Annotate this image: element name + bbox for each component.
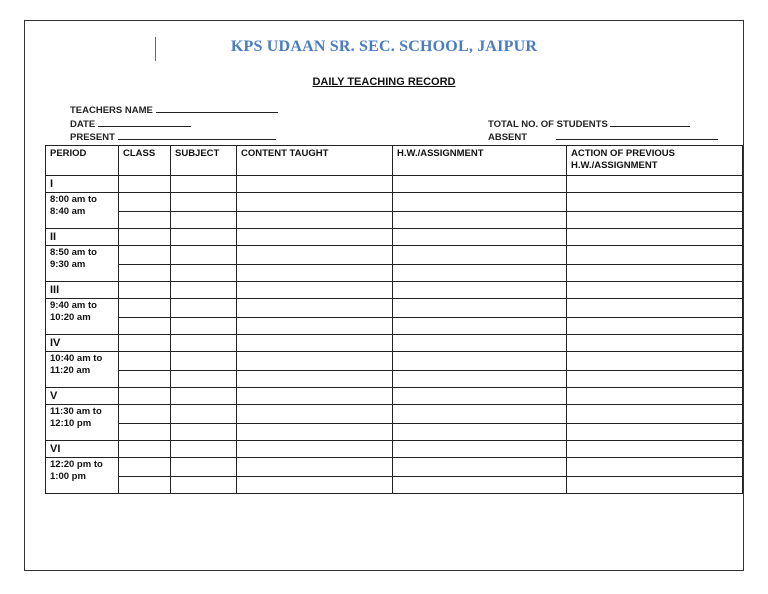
teaching-record-table xyxy=(45,145,743,494)
teachers-name-label: TEACHERS NAME xyxy=(70,105,153,116)
table-cell[interactable] xyxy=(393,229,567,246)
table-cell[interactable] xyxy=(237,282,393,299)
table-cell[interactable] xyxy=(567,246,743,265)
table-cell[interactable] xyxy=(393,212,567,229)
table-header-row xyxy=(46,146,743,176)
form-title: DAILY TEACHING RECORD xyxy=(312,76,456,88)
period-numeral: IV xyxy=(46,335,119,352)
table-cell[interactable] xyxy=(237,335,393,352)
table-cell[interactable] xyxy=(171,176,237,193)
table-cell[interactable] xyxy=(119,176,171,193)
table-cell[interactable] xyxy=(119,458,171,477)
table-cell[interactable] xyxy=(119,299,171,318)
total-students-label: TOTAL NO. OF STUDENTS xyxy=(488,119,608,130)
table-cell[interactable] xyxy=(567,458,743,477)
period-time: 12:20 pm to 1:00 pm xyxy=(46,458,119,494)
period-time-row xyxy=(46,246,743,265)
table-cell[interactable] xyxy=(119,265,171,282)
period-extra-row xyxy=(46,265,743,282)
teachers-name-blank[interactable] xyxy=(156,104,278,113)
table-cell[interactable] xyxy=(237,212,393,229)
period-extra-row xyxy=(46,212,743,229)
table-cell[interactable] xyxy=(171,405,237,424)
col-header-hw-assignment: H.W./ASSIGNMENT xyxy=(393,146,567,176)
table-cell[interactable] xyxy=(171,246,237,265)
table-cell[interactable] xyxy=(393,318,567,335)
period-row xyxy=(46,388,743,405)
total-students-blank[interactable] xyxy=(610,118,690,127)
table-cell[interactable] xyxy=(237,405,393,424)
absent-blank[interactable] xyxy=(556,131,718,140)
table-cell[interactable] xyxy=(237,424,393,441)
table-cell[interactable] xyxy=(171,352,237,371)
table-cell[interactable] xyxy=(237,246,393,265)
present-label: PRESENT xyxy=(70,132,115,143)
table-cell[interactable] xyxy=(567,335,743,352)
table-cell[interactable] xyxy=(119,282,171,299)
period-row xyxy=(46,229,743,246)
period-extra-row xyxy=(46,477,743,494)
table-cell[interactable] xyxy=(237,371,393,388)
table-cell[interactable] xyxy=(393,441,567,458)
period-numeral: II xyxy=(46,229,119,246)
table-cell[interactable] xyxy=(171,299,237,318)
table-cell[interactable] xyxy=(171,212,237,229)
table-cell[interactable] xyxy=(171,477,237,494)
table-cell[interactable] xyxy=(393,176,567,193)
table-cell[interactable] xyxy=(171,282,237,299)
teachers-name-field[interactable] xyxy=(70,104,278,116)
table-cell[interactable] xyxy=(171,318,237,335)
table-cell[interactable] xyxy=(237,299,393,318)
table-cell[interactable] xyxy=(393,405,567,424)
period-time: 11:30 am to 12:10 pm xyxy=(46,405,119,441)
table-cell[interactable] xyxy=(237,229,393,246)
table-cell[interactable] xyxy=(567,212,743,229)
table-cell[interactable] xyxy=(237,265,393,282)
col-header-action-previous-hw: ACTION OF PREVIOUS H.W./ASSIGNMENT xyxy=(567,146,743,176)
table-cell[interactable] xyxy=(567,441,743,458)
table-cell[interactable] xyxy=(393,352,567,371)
table-cell[interactable] xyxy=(393,371,567,388)
period-numeral: I xyxy=(46,176,119,193)
table-cell[interactable] xyxy=(171,265,237,282)
table-cell[interactable] xyxy=(119,424,171,441)
period-extra-row xyxy=(46,371,743,388)
period-row xyxy=(46,176,743,193)
table-cell[interactable] xyxy=(567,405,743,424)
table-cell[interactable] xyxy=(171,193,237,212)
table-cell[interactable] xyxy=(171,441,237,458)
table-cell[interactable] xyxy=(119,212,171,229)
col-header-content-taught: CONTENT TAUGHT xyxy=(237,146,393,176)
period-time-row xyxy=(46,352,743,371)
period-row xyxy=(46,282,743,299)
table-cell[interactable] xyxy=(393,388,567,405)
table-cell[interactable] xyxy=(393,246,567,265)
table-cell[interactable] xyxy=(567,477,743,494)
period-numeral: III xyxy=(46,282,119,299)
table-cell[interactable] xyxy=(119,229,171,246)
table-cell[interactable] xyxy=(567,282,743,299)
table-cell[interactable] xyxy=(237,477,393,494)
table-cell[interactable] xyxy=(119,318,171,335)
table-cell[interactable] xyxy=(171,371,237,388)
col-header-period: PERIOD xyxy=(46,146,119,176)
table-cell[interactable] xyxy=(119,441,171,458)
table-cell[interactable] xyxy=(567,371,743,388)
present-blank[interactable] xyxy=(118,131,276,140)
table-cell[interactable] xyxy=(393,282,567,299)
period-time-row xyxy=(46,458,743,477)
period-time: 10:40 am to 11:20 am xyxy=(46,352,119,388)
table-cell[interactable] xyxy=(171,229,237,246)
date-label: DATE xyxy=(70,119,96,130)
absent-field[interactable] xyxy=(488,131,718,143)
table-cell[interactable] xyxy=(119,246,171,265)
table-cell[interactable] xyxy=(119,371,171,388)
period-time-row xyxy=(46,299,743,318)
table-cell[interactable] xyxy=(567,352,743,371)
table-cell[interactable] xyxy=(393,335,567,352)
table-cell[interactable] xyxy=(119,352,171,371)
table-cell[interactable] xyxy=(237,441,393,458)
table-cell[interactable] xyxy=(567,193,743,212)
table-cell[interactable] xyxy=(171,388,237,405)
table-cell[interactable] xyxy=(237,193,393,212)
table-cell[interactable] xyxy=(237,458,393,477)
col-header-subject: SUBJECT xyxy=(171,146,237,176)
table-cell[interactable] xyxy=(237,388,393,405)
table-cell[interactable] xyxy=(567,299,743,318)
table-cell[interactable] xyxy=(567,318,743,335)
table-cell[interactable] xyxy=(567,265,743,282)
table-cell[interactable] xyxy=(567,388,743,405)
table-cell[interactable] xyxy=(237,318,393,335)
table-cell[interactable] xyxy=(393,265,567,282)
period-row xyxy=(46,441,743,458)
table-cell[interactable] xyxy=(119,335,171,352)
table-cell[interactable] xyxy=(171,458,237,477)
table-cell[interactable] xyxy=(119,388,171,405)
period-time-row xyxy=(46,193,743,212)
period-time: 8:50 am to 9:30 am xyxy=(46,246,119,282)
col-header-class: CLASS xyxy=(119,146,171,176)
table-cell[interactable] xyxy=(567,424,743,441)
table-cell[interactable] xyxy=(393,477,567,494)
school-name: KPS UDAAN SR. SEC. SCHOOL, JAIPUR xyxy=(230,38,538,55)
date-field[interactable] xyxy=(70,118,191,130)
table-cell[interactable] xyxy=(237,176,393,193)
table-cell[interactable] xyxy=(171,335,237,352)
period-time: 8:00 am to 8:40 am xyxy=(46,193,119,229)
table-cell[interactable] xyxy=(393,299,567,318)
date-blank[interactable] xyxy=(98,118,191,127)
table-cell[interactable] xyxy=(171,424,237,441)
period-extra-row xyxy=(46,424,743,441)
absent-label: ABSENT xyxy=(488,132,528,143)
table-cell[interactable] xyxy=(393,193,567,212)
period-time-row xyxy=(46,405,743,424)
table-cell[interactable] xyxy=(393,458,567,477)
table-cell[interactable] xyxy=(119,477,171,494)
table-cell[interactable] xyxy=(119,193,171,212)
table-cell[interactable] xyxy=(567,229,743,246)
period-numeral: V xyxy=(46,388,119,405)
period-time: 9:40 am to 10:20 am xyxy=(46,299,119,335)
table-cell[interactable] xyxy=(567,176,743,193)
period-row xyxy=(46,335,743,352)
period-extra-row xyxy=(46,318,743,335)
table-cell[interactable] xyxy=(393,424,567,441)
present-field[interactable] xyxy=(70,131,276,143)
period-numeral: VI xyxy=(46,441,119,458)
table-cell[interactable] xyxy=(119,405,171,424)
table-cell[interactable] xyxy=(237,352,393,371)
total-students-field[interactable] xyxy=(488,118,690,130)
